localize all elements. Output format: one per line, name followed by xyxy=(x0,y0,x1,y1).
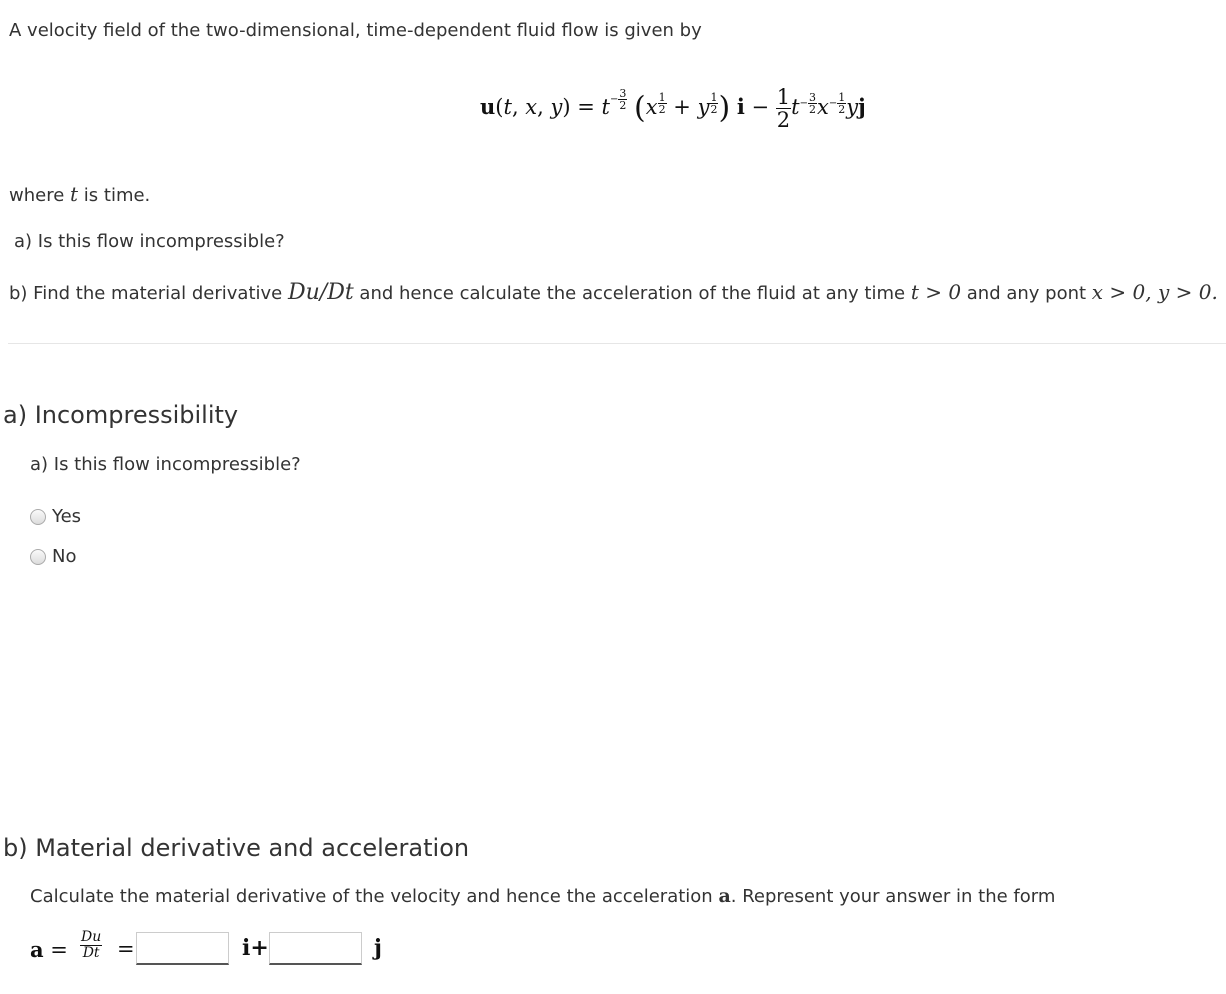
part-a-question: a) Is this flow incompressible? xyxy=(30,454,301,475)
where-var: t xyxy=(70,182,79,206)
option-yes-label: Yes xyxy=(52,506,82,527)
acceleration-i-input[interactable] xyxy=(136,932,229,965)
question-b-point-prefix: and any pont xyxy=(961,283,1092,304)
question-b xyxy=(9,280,1218,305)
option-yes[interactable] xyxy=(30,506,81,527)
question-b-math: Du/Dt xyxy=(287,280,354,305)
where-statement xyxy=(9,182,150,206)
where-prefix: where xyxy=(9,185,71,206)
problem-intro: A velocity field of the two-dimensional, time-dependent fluid flow is given by xyxy=(9,20,702,41)
option-no[interactable] xyxy=(30,546,76,567)
fraction-denominator: Dt xyxy=(82,945,100,962)
instruction-suffix: . Represent your answer in the form xyxy=(730,886,1056,907)
instruction-var: a xyxy=(718,885,731,907)
du-dt-fraction xyxy=(80,930,102,962)
part-b-heading: b) Material derivative and acceleration xyxy=(3,834,470,862)
question-a: a) Is this flow incompressible? xyxy=(14,231,285,252)
fraction-numerator: Du xyxy=(81,929,102,945)
answer-equals: = xyxy=(117,937,135,961)
section-divider xyxy=(8,343,1226,344)
question-b-point-condition: x > 0, y > 0. xyxy=(1091,280,1218,304)
i-unit-plus: i+ xyxy=(242,935,269,961)
where-suffix: is time. xyxy=(78,185,151,206)
velocity-field-equation: u(t, x, $y) = t^{- \frac{3}{2}}$ (x $^{\frac{1}{2}}$ + y $^{\frac{1}{2}}$ ) i − $\frac{1}{2}$ $t^{- \frac{3}{2}}$ $x^{- \frac{1}{2}}$ yj xyxy=(480,85,866,133)
part-a-heading: a) Incompressibility xyxy=(3,401,239,429)
instruction-prefix: Calculate the material derivative of the velocity and hence the acceleration xyxy=(30,886,719,907)
question-b-middle: and hence calculate the acceleration of the fluid at any time xyxy=(353,283,911,304)
j-unit: j xyxy=(374,935,382,961)
question-b-time-condition: t > 0 xyxy=(910,280,962,304)
acceleration-j-input[interactable] xyxy=(269,932,362,965)
radio-no[interactable] xyxy=(30,549,46,565)
option-no-label: No xyxy=(52,546,77,567)
question-b-prefix: b) Find the material derivative xyxy=(9,283,288,304)
answer-lhs: a = xyxy=(30,937,68,962)
part-b-instruction xyxy=(30,885,1055,907)
radio-yes[interactable] xyxy=(30,509,46,525)
